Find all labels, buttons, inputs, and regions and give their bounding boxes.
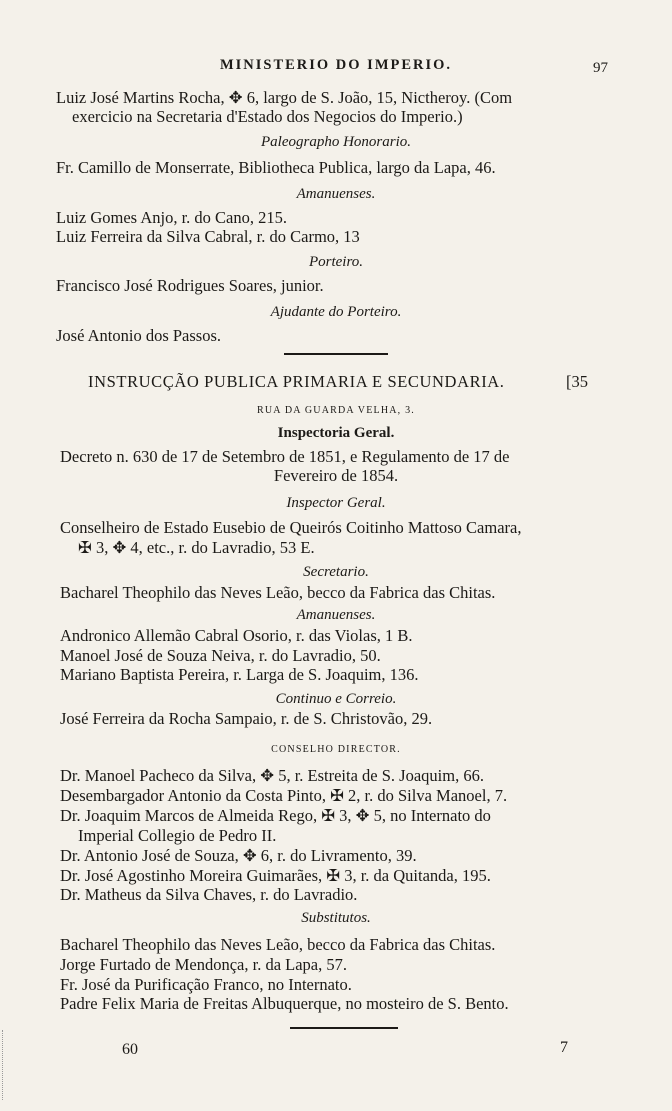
scan-edge-mark xyxy=(2,1030,9,1100)
entry-ajudante: José Antonio dos Passos. xyxy=(56,326,222,345)
heading-amanuenses: Amanuenses. xyxy=(296,186,376,202)
entry-secretario: Bacharel Theophilo das Neves Leão, becco da Fabrica das Chitas. xyxy=(60,583,496,602)
heading-inspector: Inspector Geral. xyxy=(286,495,386,511)
page-number: 97 xyxy=(593,60,608,76)
section-divider xyxy=(284,353,388,355)
entry-martins-rocha: Luiz José Martins Rocha, ✥ 6, largo de S. João, 15, Nictheroy. (Com xyxy=(56,88,513,107)
entry-conselho-member: Dr. Joaquim Marcos de Almeida Rego, ✠ 3, ✥ 5, no Internato do xyxy=(60,806,491,825)
entry-porteiro: Francisco José Rodrigues Soares, junior. xyxy=(56,276,324,295)
entry-amanuense: Luiz Ferreira da Silva Cabral, r. do Carmo, 13 xyxy=(56,227,360,246)
footer-signature-left: 60 xyxy=(122,1041,138,1058)
entry-conselho-member: Dr. Antonio José de Souza, ✥ 6, r. do Livramento, 39. xyxy=(60,846,417,865)
decreto-text: Decreto n. 630 de 17 de Setembro de 1851, e Regulamento de 17 de xyxy=(60,447,510,466)
entry-conselho-member: Dr. Manoel Pacheco da Silva, ✥ 5, r. Estreita de S. Joaquim, 66. xyxy=(60,766,484,785)
entry-conselho-member: Dr. José Agostinho Moreira Guimarães, ✠ 3, r. da Quitanda, 195. xyxy=(60,866,491,885)
entry-amanuense: Manoel José de Souza Neiva, r. do Lavradio, 50. xyxy=(60,646,381,665)
entry-continuo: José Ferreira da Rocha Sampaio, r. de S. Christovão, 29. xyxy=(60,709,433,728)
entry-conselho-member: Dr. Matheus da Silva Chaves, r. do Lavradio. xyxy=(60,885,358,904)
entry-inspector-cont: ✠ 3, ✥ 4, etc., r. do Lavradio, 53 E. xyxy=(78,538,315,557)
entry-paleographo: Fr. Camillo de Monserrate, Bibliotheca Publica, largo da Lapa, 46. xyxy=(56,158,496,177)
heading-continuo: Continuo e Correio. xyxy=(275,691,397,707)
section-address: RUA DA GUARDA VELHA, 3. xyxy=(257,405,415,416)
heading-ajudante: Ajudante do Porteiro. xyxy=(270,304,402,320)
entry-conselho-member-cont: Imperial Collegio de Pedro II. xyxy=(78,826,277,845)
entry-substituto: Jorge Furtado de Mendonça, r. da Lapa, 57. xyxy=(60,955,347,974)
decreto-text-cont: Fevereiro de 1854. xyxy=(273,466,399,485)
heading-inspectoria: Inspectoria Geral. xyxy=(277,425,395,441)
running-header: MINISTERIO DO IMPERIO. xyxy=(219,57,453,73)
section-title: INSTRUCÇÃO PUBLICA PRIMARIA E SECUNDARIA. xyxy=(88,372,505,391)
section-bracket-number: [35 xyxy=(566,372,588,391)
footer-divider xyxy=(290,1027,398,1029)
entry-inspector: Conselheiro de Estado Eusebio de Queirós Coitinho Mattoso Camara, xyxy=(60,518,522,537)
heading-porteiro: Porteiro. xyxy=(308,254,364,270)
entry-martins-rocha-cont: exercicio na Secretaria d'Estado dos Negocios do Imperio.) xyxy=(72,107,463,126)
heading-secretario: Secretario. xyxy=(303,564,369,580)
entry-conselho-member: Desembargador Antonio da Costa Pinto, ✠ 2, r. do Silva Manoel, 7. xyxy=(60,786,508,805)
heading-substitutos: Substitutos. xyxy=(301,910,371,926)
entry-amanuense: Mariano Baptista Pereira, r. Larga de S. Joaquim, 136. xyxy=(60,665,419,684)
entry-amanuense: Andronico Allemão Cabral Osorio, r. das Violas, 1 B. xyxy=(60,626,413,645)
entry-amanuense: Luiz Gomes Anjo, r. do Cano, 215. xyxy=(56,208,287,227)
heading-paleographo: Paleographo Honorario. xyxy=(261,134,411,150)
section-subtitle: CONSELHO DIRECTOR. xyxy=(271,744,401,755)
entry-substituto: Padre Felix Maria de Freitas Albuquerque, no mosteiro de S. Bento. xyxy=(60,994,509,1013)
footer-signature-right: 7 xyxy=(560,1039,568,1056)
heading-amanuenses: Amanuenses. xyxy=(296,607,376,623)
entry-substituto: Bacharel Theophilo das Neves Leão, becco da Fabrica das Chitas. xyxy=(60,935,496,954)
entry-substituto: Fr. José da Purificação Franco, no Internato. xyxy=(60,975,352,994)
